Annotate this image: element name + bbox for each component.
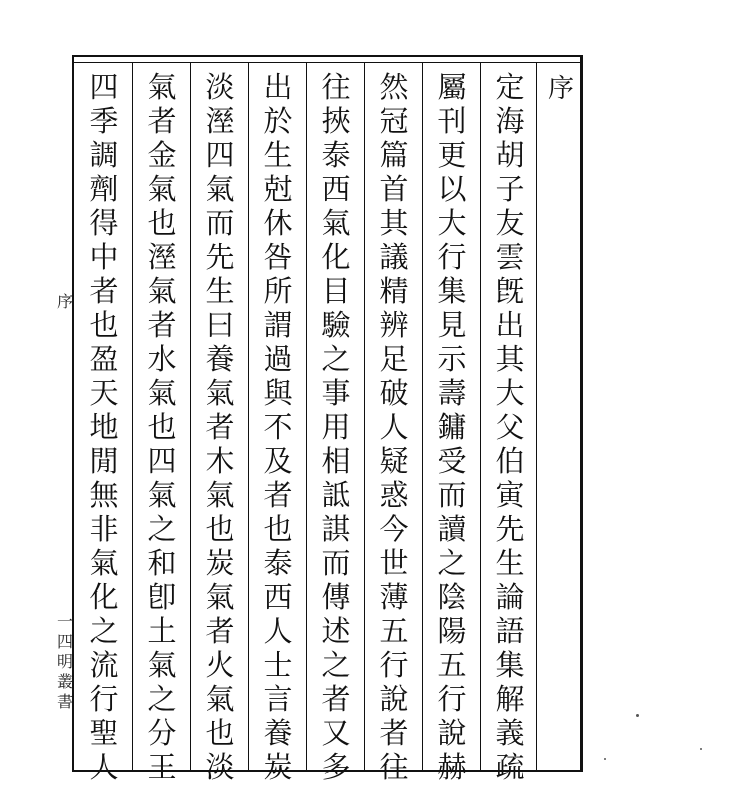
character: 疑 <box>379 444 409 478</box>
character: 壽 <box>437 376 467 410</box>
margin-lower-text <box>54 612 76 712</box>
character: 無 <box>89 478 119 512</box>
character: 氣 <box>321 206 351 240</box>
character: 父 <box>495 410 525 444</box>
margin-character: 書 <box>56 692 73 711</box>
character: 疏 <box>495 750 525 784</box>
character: 也 <box>205 512 235 546</box>
character: 而 <box>321 546 351 580</box>
character: 先 <box>495 512 525 546</box>
character: 氣 <box>205 682 235 716</box>
character: 以 <box>437 172 467 206</box>
character: 議 <box>379 240 409 274</box>
character: 精 <box>379 274 409 308</box>
character: 盈 <box>89 342 119 376</box>
character: 炭 <box>263 750 293 784</box>
column-rule <box>306 62 307 770</box>
character: 和 <box>147 546 177 580</box>
margin-column <box>54 72 76 772</box>
character: 海 <box>495 104 525 138</box>
character: 養 <box>263 716 293 750</box>
character: 先 <box>205 240 235 274</box>
character: 聖 <box>89 716 119 750</box>
text-column-6 <box>200 70 240 784</box>
character: 者 <box>89 274 119 308</box>
character: 語 <box>495 614 525 648</box>
character: 友 <box>495 206 525 240</box>
character: 水 <box>147 342 177 376</box>
character: 氣 <box>205 580 235 614</box>
character: 者 <box>147 104 177 138</box>
character: 氣 <box>205 478 235 512</box>
margin-title: 序 <box>56 292 73 311</box>
character: 淡 <box>205 750 235 784</box>
character: 中 <box>89 240 119 274</box>
character: 足 <box>379 342 409 376</box>
character: 赫 <box>437 750 467 784</box>
character: 分 <box>147 716 177 750</box>
margin-character: 一 <box>56 612 73 631</box>
section-heading: 序 <box>547 74 574 104</box>
character: 出 <box>495 308 525 342</box>
character: 氣 <box>147 648 177 682</box>
character: 天 <box>89 376 119 410</box>
character: 陰 <box>437 580 467 614</box>
character: 卽 <box>147 580 177 614</box>
character: 義 <box>495 716 525 750</box>
character: 生 <box>495 546 525 580</box>
character: 目 <box>321 274 351 308</box>
character: 述 <box>321 614 351 648</box>
character: 氣 <box>205 376 235 410</box>
character: 用 <box>321 410 351 444</box>
character: 者 <box>379 716 409 750</box>
character: 驗 <box>321 308 351 342</box>
character: 辨 <box>379 308 409 342</box>
character: 寅 <box>495 478 525 512</box>
character: 得 <box>89 206 119 240</box>
text-column-1 <box>490 70 530 784</box>
column-rule <box>248 62 249 770</box>
character: 生 <box>205 274 235 308</box>
character: 鏞 <box>437 410 467 444</box>
character: 傳 <box>321 580 351 614</box>
character: 屬 <box>437 70 467 104</box>
character: 金 <box>147 138 177 172</box>
character: 挾 <box>321 104 351 138</box>
character: 西 <box>321 172 351 206</box>
character: 調 <box>89 138 119 172</box>
character: 泰 <box>321 138 351 172</box>
character: 氣 <box>147 274 177 308</box>
character: 劑 <box>89 172 119 206</box>
character: 見 <box>437 308 467 342</box>
character: 休 <box>263 206 293 240</box>
character: 出 <box>263 70 293 104</box>
character: 之 <box>147 512 177 546</box>
column-rule <box>422 62 423 770</box>
character: 五 <box>437 648 467 682</box>
character: 曰 <box>205 308 235 342</box>
character: 泰 <box>263 546 293 580</box>
character: 淡 <box>205 70 235 104</box>
character: 相 <box>321 444 351 478</box>
section-heading-column <box>541 72 581 772</box>
character: 今 <box>379 512 409 546</box>
column-rule <box>364 62 365 770</box>
character: 說 <box>437 716 467 750</box>
character: 氣 <box>147 70 177 104</box>
text-column-3 <box>374 70 414 784</box>
character: 薄 <box>379 580 409 614</box>
character: 其 <box>495 342 525 376</box>
character: 王 <box>147 750 177 784</box>
frame-top-line-thin <box>72 62 582 63</box>
character: 火 <box>205 648 235 682</box>
character: 氣 <box>205 172 235 206</box>
character: 及 <box>263 444 293 478</box>
character: 子 <box>495 172 525 206</box>
character: 之 <box>89 614 119 648</box>
character: 讀 <box>437 512 467 546</box>
character: 生 <box>263 138 293 172</box>
character: 行 <box>437 240 467 274</box>
character: 言 <box>263 682 293 716</box>
character: 地 <box>89 410 119 444</box>
character: 人 <box>89 750 119 784</box>
character: 也 <box>147 206 177 240</box>
character: 不 <box>263 410 293 444</box>
character: 解 <box>495 682 525 716</box>
character: 四 <box>205 138 235 172</box>
character: 說 <box>379 682 409 716</box>
character: 之 <box>147 682 177 716</box>
column-rule <box>480 62 481 770</box>
frame-top-line <box>72 55 582 57</box>
character: 人 <box>263 614 293 648</box>
character: 者 <box>263 478 293 512</box>
character: 四 <box>147 444 177 478</box>
character: 閒 <box>89 444 119 478</box>
character: 者 <box>205 614 235 648</box>
character: 篇 <box>379 138 409 172</box>
character: 集 <box>495 648 525 682</box>
character: 胡 <box>495 138 525 172</box>
character: 之 <box>321 648 351 682</box>
character: 更 <box>437 138 467 172</box>
margin-character: 叢 <box>56 672 73 691</box>
character: 而 <box>205 206 235 240</box>
scan-speck <box>700 748 702 750</box>
character: 者 <box>205 410 235 444</box>
character: 雲 <box>495 240 525 274</box>
character: 其 <box>379 206 409 240</box>
character: 溼 <box>147 240 177 274</box>
character: 往 <box>379 750 409 784</box>
character: 人 <box>379 410 409 444</box>
text-column-7 <box>142 70 182 784</box>
character: 溼 <box>205 104 235 138</box>
column-rule <box>536 62 537 770</box>
column-rule <box>190 62 191 770</box>
character: 惑 <box>379 478 409 512</box>
character: 流 <box>89 648 119 682</box>
character: 大 <box>437 206 467 240</box>
text-column-5 <box>258 70 298 784</box>
character: 詆 <box>321 478 351 512</box>
character: 定 <box>495 70 525 104</box>
character: 於 <box>263 104 293 138</box>
scan-speck <box>604 758 606 760</box>
character: 往 <box>321 70 351 104</box>
character: 季 <box>89 104 119 138</box>
character: 行 <box>89 682 119 716</box>
character: 過 <box>263 342 293 376</box>
text-column-2 <box>432 70 472 784</box>
character: 五 <box>379 614 409 648</box>
character: 首 <box>379 172 409 206</box>
character: 化 <box>89 580 119 614</box>
character: 大 <box>495 376 525 410</box>
character: 論 <box>495 580 525 614</box>
character: 之 <box>437 546 467 580</box>
character: 與 <box>263 376 293 410</box>
character: 行 <box>379 648 409 682</box>
character: 者 <box>321 682 351 716</box>
character: 者 <box>147 308 177 342</box>
character: 世 <box>379 546 409 580</box>
character: 非 <box>89 512 119 546</box>
character: 所 <box>263 274 293 308</box>
character: 也 <box>263 512 293 546</box>
character: 諆 <box>321 512 351 546</box>
character: 事 <box>321 376 351 410</box>
character: 氣 <box>147 376 177 410</box>
character: 土 <box>147 614 177 648</box>
character: 咎 <box>263 240 293 274</box>
character: 化 <box>321 240 351 274</box>
character: 旣 <box>495 274 525 308</box>
character: 西 <box>263 580 293 614</box>
margin-character: 四 <box>56 632 73 651</box>
character: 多 <box>321 750 351 784</box>
character: 而 <box>437 478 467 512</box>
character: 氣 <box>89 546 119 580</box>
character: 也 <box>147 410 177 444</box>
text-column-4 <box>316 70 356 784</box>
character: 伯 <box>495 444 525 478</box>
character: 集 <box>437 274 467 308</box>
column-rule <box>132 62 133 770</box>
character: 又 <box>321 716 351 750</box>
character: 尅 <box>263 172 293 206</box>
character: 冠 <box>379 104 409 138</box>
character: 刊 <box>437 104 467 138</box>
scan-speck <box>636 714 639 717</box>
character: 受 <box>437 444 467 478</box>
character: 養 <box>205 342 235 376</box>
character: 也 <box>205 716 235 750</box>
character: 陽 <box>437 614 467 648</box>
margin-character: 明 <box>56 652 73 671</box>
character: 行 <box>437 682 467 716</box>
character: 士 <box>263 648 293 682</box>
character: 氣 <box>147 478 177 512</box>
character: 炭 <box>205 546 235 580</box>
character: 四 <box>89 70 119 104</box>
text-column-8 <box>84 70 124 784</box>
character: 然 <box>379 70 409 104</box>
character: 破 <box>379 376 409 410</box>
character: 之 <box>321 342 351 376</box>
character: 木 <box>205 444 235 478</box>
character: 氣 <box>147 172 177 206</box>
character: 謂 <box>263 308 293 342</box>
character: 示 <box>437 342 467 376</box>
character: 也 <box>89 308 119 342</box>
